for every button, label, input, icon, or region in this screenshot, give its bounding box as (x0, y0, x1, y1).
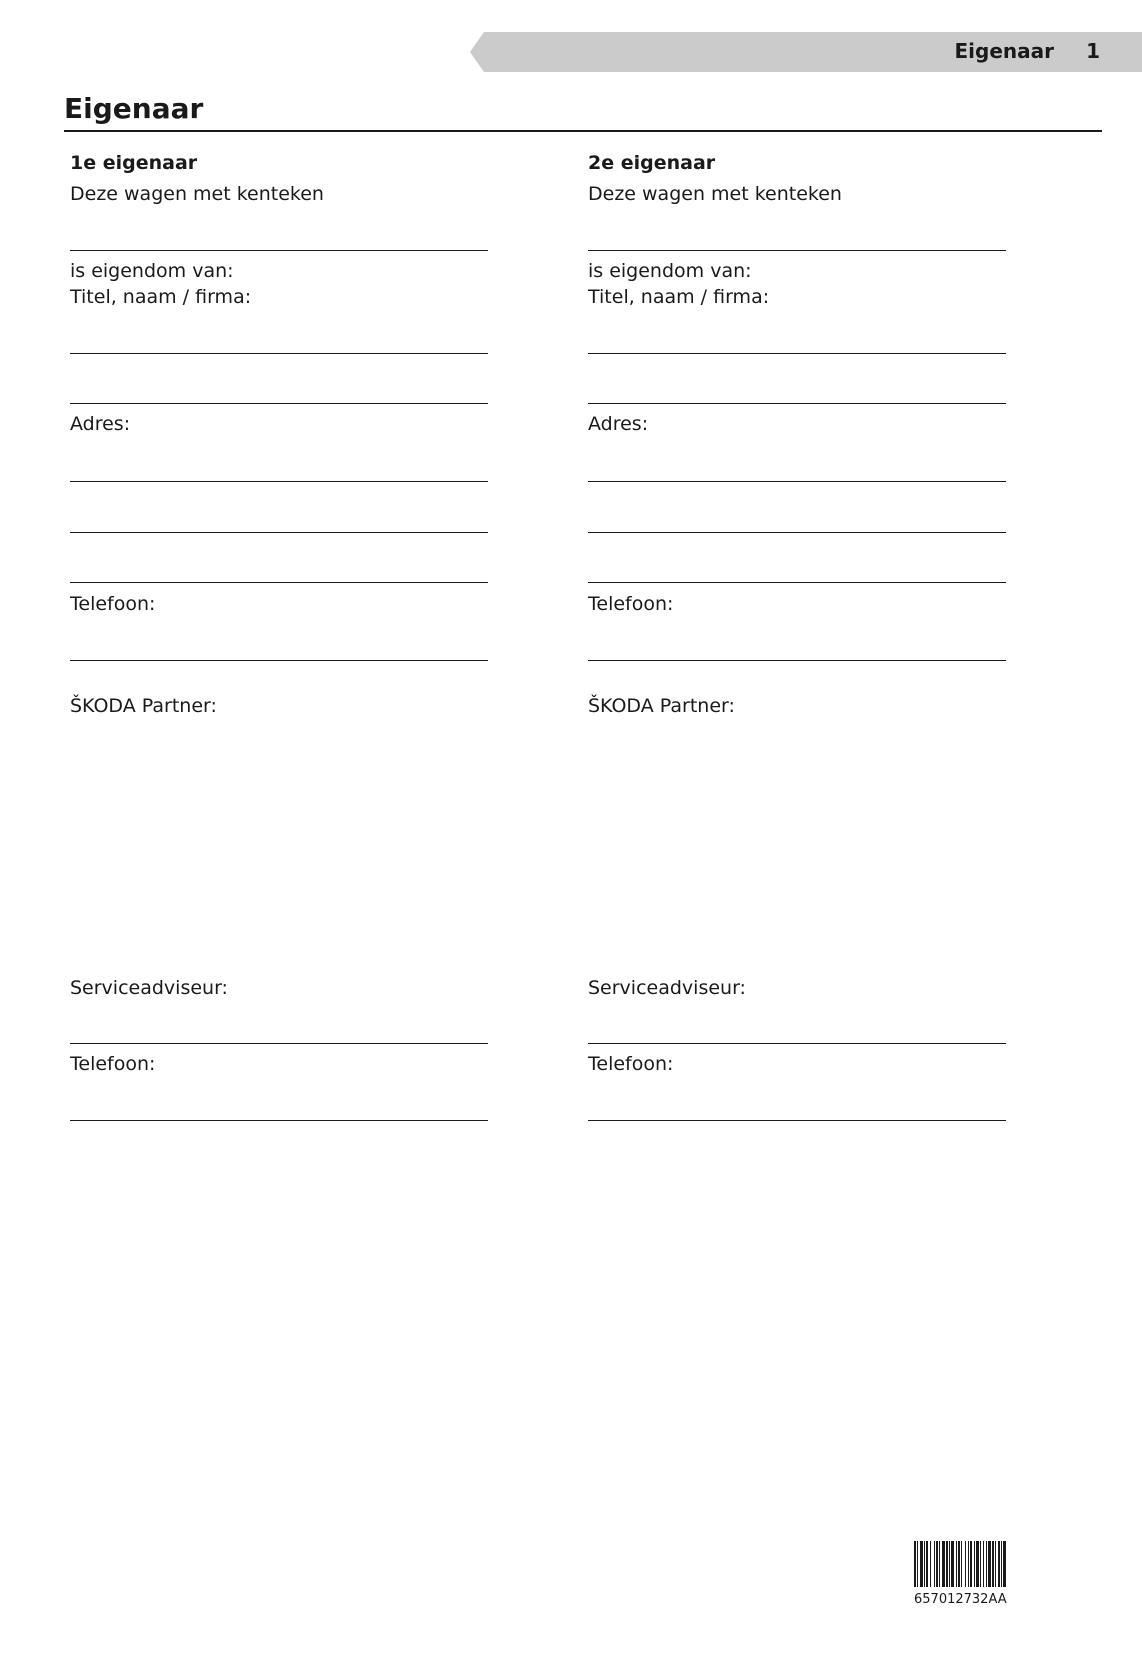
name-label: Titel, naam / firma: (588, 286, 770, 308)
barcode-bar (924, 1541, 925, 1587)
barcode-bar (995, 1541, 996, 1587)
advisor-phone-label: Telefoon: (70, 1053, 156, 1075)
page-title: Eigenaar (64, 92, 204, 125)
advisor-phone-label: Telefoon: (588, 1053, 674, 1075)
advisor-label: Serviceadviseur: (588, 977, 746, 999)
name-line-2[interactable] (588, 403, 1006, 404)
owner-1-section (70, 0, 490, 1200)
barcode-bar (992, 1541, 994, 1587)
barcode-bar (946, 1541, 948, 1587)
barcode-bar (976, 1541, 979, 1587)
section-header-title: Eigenaar (954, 39, 1054, 63)
phone-label: Telefoon: (70, 593, 156, 615)
barcode-bar (956, 1541, 957, 1587)
advisor-phone-line[interactable] (70, 1120, 488, 1121)
barcode-bar (926, 1541, 928, 1587)
barcode-bar (917, 1541, 918, 1587)
advisor-line[interactable] (70, 1043, 488, 1044)
barcode-bar (974, 1541, 975, 1587)
name-label: Titel, naam / firma: (70, 286, 252, 308)
owner-heading: 1e eigenaar (70, 152, 198, 174)
page-number: 1 (1086, 39, 1100, 63)
address-line-3[interactable] (70, 582, 488, 583)
barcode-bar (920, 1541, 923, 1587)
address-label: Adres: (588, 413, 649, 435)
vehicle-label: Deze wagen met kenteken (70, 183, 324, 205)
phone-line[interactable] (70, 660, 488, 661)
barcode-bar (1001, 1541, 1002, 1587)
barcode-bar (949, 1541, 950, 1587)
partner-label: ŠKODA Partner: (70, 695, 217, 717)
barcode-bar (988, 1541, 991, 1587)
barcode-bar (1003, 1541, 1006, 1587)
owner-2-section (588, 0, 1008, 1200)
barcode-bar (986, 1541, 987, 1587)
license-plate-line[interactable] (70, 250, 488, 251)
address-label: Adres: (70, 413, 131, 435)
barcode-bar (970, 1541, 972, 1587)
name-line-2[interactable] (70, 403, 488, 404)
barcode-bar (980, 1541, 981, 1587)
barcode-bar (951, 1541, 954, 1587)
address-line-1[interactable] (70, 481, 488, 482)
vehicle-label: Deze wagen met kenteken (588, 183, 842, 205)
barcode-bar (934, 1541, 935, 1587)
barcode-number: 657012732AA (914, 1592, 1007, 1607)
address-line-1[interactable] (588, 481, 1006, 482)
barcode-bar (930, 1541, 931, 1587)
address-line-3[interactable] (588, 582, 1006, 583)
barcode-bar (961, 1541, 962, 1587)
address-line-2[interactable] (70, 532, 488, 533)
owned-by-label: is eigendom van: (588, 260, 752, 282)
phone-line[interactable] (588, 660, 1006, 661)
barcode-bar (968, 1541, 969, 1587)
name-line-1[interactable] (588, 353, 1006, 354)
address-line-2[interactable] (588, 532, 1006, 533)
barcode-bar (914, 1541, 916, 1587)
owner-heading: 2e eigenaar (588, 152, 716, 174)
barcode-bar (942, 1541, 945, 1587)
advisor-label: Serviceadviseur: (70, 977, 228, 999)
barcode-bar (958, 1541, 960, 1587)
barcode-bar (939, 1541, 940, 1587)
barcode-bar (998, 1541, 1000, 1587)
owned-by-label: is eigendom van: (70, 260, 234, 282)
barcode-bar (965, 1541, 966, 1587)
advisor-phone-line[interactable] (588, 1120, 1006, 1121)
license-plate-line[interactable] (588, 250, 1006, 251)
name-line-1[interactable] (70, 353, 488, 354)
barcode-bar (936, 1541, 938, 1587)
phone-label: Telefoon: (588, 593, 674, 615)
barcode-bar (983, 1541, 984, 1587)
advisor-line[interactable] (588, 1043, 1006, 1044)
partner-label: ŠKODA Partner: (588, 695, 735, 717)
barcode-image (914, 1541, 1072, 1587)
